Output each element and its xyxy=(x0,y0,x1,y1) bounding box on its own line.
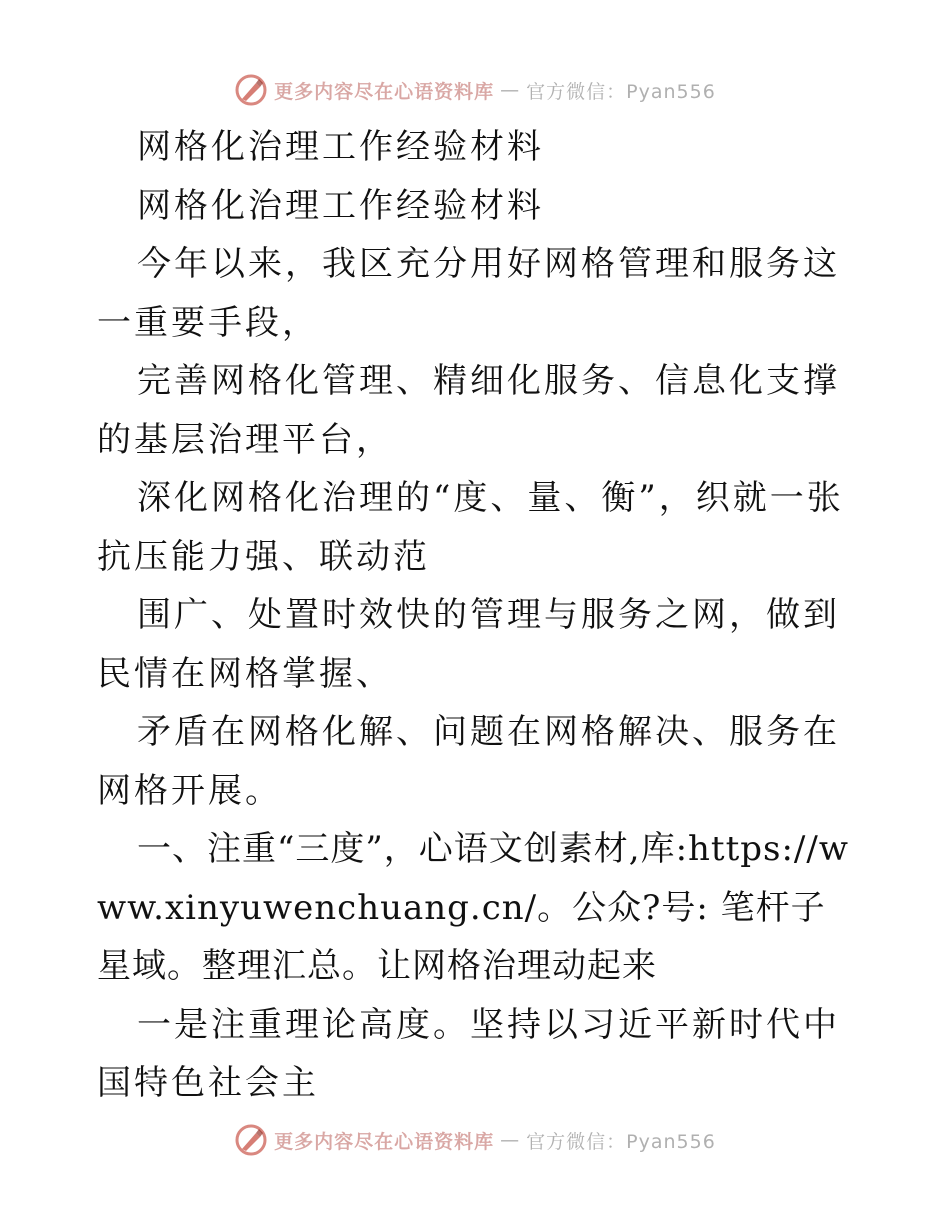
header-dash: — xyxy=(500,79,521,101)
paragraph: 深化网格化治理的“度、量、衡”，织就一张抗压能力强、联动范 xyxy=(97,478,844,577)
paragraph: 完善网格化管理、精细化服务、信息化支撑的基层治理平台， xyxy=(97,361,840,460)
footer-contact-text: 官方微信：Pyan556 xyxy=(526,1130,716,1153)
document-body xyxy=(97,118,857,1113)
footer-dash: — xyxy=(500,1129,521,1151)
footer-brand-text: 更多内容尽在心语资料库 xyxy=(274,1130,495,1153)
paragraph: 一是注重理论高度。坚持以习近平新时代中国特色社会主 xyxy=(97,1004,840,1103)
pen-logo-icon xyxy=(234,73,268,107)
paragraph: 矛盾在网格化解、问题在网格解决、服务在网格开展。 xyxy=(97,712,840,811)
header-contact-text: 官方微信：Pyan556 xyxy=(526,80,716,103)
section-heading-paragraph: 一、注重“三度”，心语文创素材,库:https://www.xinyuwenchuang.cn/。公众?号: 笔杆子星域。整理汇总。让网格治理动起来 xyxy=(97,829,849,986)
pen-logo-icon xyxy=(234,1123,268,1157)
document-title: 网格化治理工作经验材料 xyxy=(137,127,544,167)
header-banner xyxy=(0,70,950,110)
paragraph: 今年以来，我区充分用好网格管理和服务这一重要手段， xyxy=(97,244,840,343)
paragraph: 围广、处置时效快的管理与服务之网，做到民情在网格掌握、 xyxy=(97,595,840,694)
footer-banner xyxy=(0,1120,950,1160)
header-brand-text: 更多内容尽在心语资料库 xyxy=(274,80,495,103)
document-subtitle: 网格化治理工作经验材料 xyxy=(137,185,544,226)
